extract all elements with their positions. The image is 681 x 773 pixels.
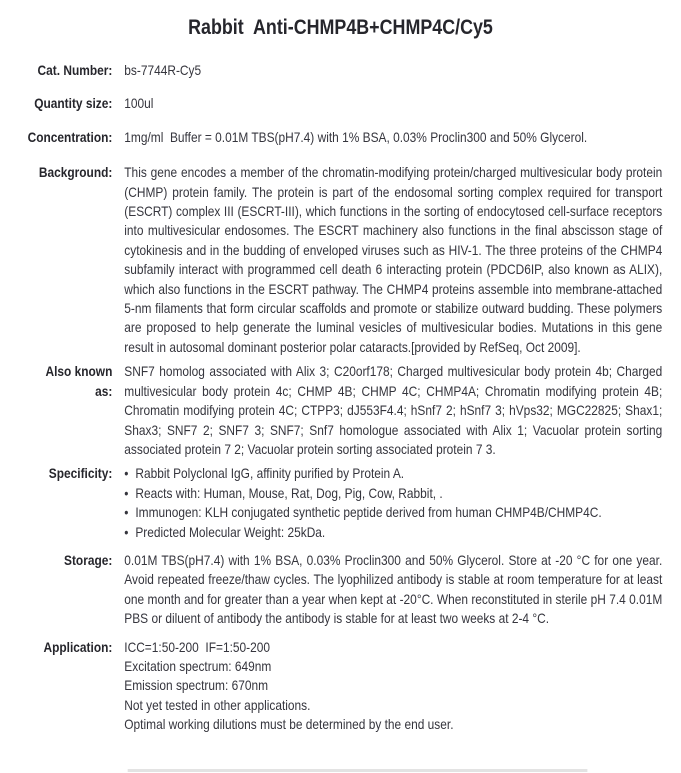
specificity-bullet-text: Predicted Molecular Weight: 25kDa.	[135, 523, 326, 540]
section-specificity	[0, 464, 681, 542]
storage-text: 0.01M TBS(pH7.4) with 1% BSA, 0.03% Proclin300 and 50% Glycerol. Store at -20 °C for one year. Avoid repeated freeze/thaw cycles. The lyophilized antibody is stable at room temperature for at least one month and for greater than a year when kept at -20°C. When reconstituted in sterile pH 7.4 0.01M PBS or diluent of antibody the antibody is stable for at least two weeks at 2-4 °C.	[124, 551, 663, 627]
bullet-icon: •	[124, 504, 129, 521]
application-line: Not yet tested in other applications.	[124, 696, 311, 713]
specificity-bullet-item	[124, 503, 662, 522]
bullet-icon: •	[124, 465, 129, 482]
specificity-bullet-item	[124, 523, 662, 542]
specificity-label: Specificity:	[48, 465, 113, 482]
concentration-value: 1mg/ml Buffer = 0.01M TBS(pH7.4) with 1% BSA, 0.03% Proclin300 and 50% Glycerol.	[124, 128, 588, 145]
field-quantity-size	[0, 94, 681, 113]
application-line: Emission spectrum: 670nm	[124, 677, 269, 694]
section-background	[0, 163, 681, 357]
bullet-icon: •	[124, 523, 129, 540]
background-label: Background:	[38, 164, 113, 181]
field-concentration	[0, 128, 681, 147]
specificity-bullet-item	[124, 484, 662, 503]
page-title: Rabbit Anti-CHMP4B+CHMP4C/Cy5	[188, 16, 493, 39]
cropped-next-section-bar	[128, 769, 588, 772]
application-line: Optimal working dilutions must be determined by the end user.	[124, 716, 454, 733]
specificity-bullet-text: Reacts with: Human, Mouse, Rat, Dog, Pig, Cow, Rabbit, .	[135, 484, 443, 501]
also-known-as-label: Also known as:	[45, 363, 113, 399]
section-application	[0, 638, 681, 735]
application-line: Excitation spectrum: 649nm	[124, 657, 272, 674]
application-label: Application:	[43, 638, 113, 655]
application-lines	[124, 638, 662, 735]
cat-number-label: Cat. Number:	[37, 62, 113, 78]
quantity-size-value: 100ul	[124, 95, 154, 112]
specificity-list	[124, 464, 662, 542]
field-cat-number	[0, 61, 681, 80]
section-also-known-as	[0, 362, 681, 459]
specificity-bullet-text: Immunogen: KLH conjugated synthetic peptide derived from human CHMP4B/CHMP4C.	[135, 504, 602, 521]
quantity-size-label: Quantity size:	[34, 95, 113, 112]
cat-number-value: bs-7744R-Cy5	[124, 62, 202, 78]
specificity-bullet-text: Rabbit Polyclonal IgG, affinity purified by Protein A.	[135, 465, 405, 482]
also-known-as-text: SNF7 homolog associated with Alix 3; C20orf178; Charged multivesicular body protein 4b; Charged multivesicular body protein 4c; CHMP 4B; CHMP 4C; CHMP4A; Chromatin modifying protein 4B; Chromatin modifying protein 4C; CTPP3; dJ553F4.4; hSnf7 2; hSnf7 3; hVps32; MGC22825; Shax1; Shax3; SNF7 2; SNF7 3; SNF7; Snf7 homologue associated with Alix 1; Vacuolar protein sorting associated protein 7 2; Vacuolar protein sorting associated protein 7 3.	[124, 363, 663, 457]
bullet-icon: •	[124, 484, 129, 501]
background-text: This gene encodes a member of the chromatin-modifying protein/charged multivesicular body protein (CHMP) protein family. The protein is part of the endosomal sorting complex required for transport (ESCRT) complex III (ESCRT-III), which functions in the sorting of endocytosed cell-surface receptors into multivesicular endosomes. The ESCRT machinery also functions in the final abscisson stage of cytokinesis and in the budding of enveloped viruses such as HIV-1. The three proteins of the CHMP4 subfamily interact with programmed cell death 6 interacting protein (PDCD6IP, also known as ALIX), which also functions in the ESCRT pathway. The CHMP4 proteins assemble into membrane-attached 5-nm filaments that form circular scaffolds and promote or stabilize outward budding. These polymers are proposed to help generate the luminal vesicles of multivesicular bodies. Mutations in this gene result in autosomal dominant posterior polar cataracts.[provided by RefSeq, Oct 2009].	[124, 164, 663, 355]
storage-label: Storage:	[64, 551, 113, 568]
specificity-bullet-item	[124, 464, 662, 483]
section-storage	[0, 551, 681, 629]
concentration-label: Concentration:	[27, 128, 113, 145]
application-line: ICC=1:50-200 IF=1:50-200	[124, 638, 271, 655]
